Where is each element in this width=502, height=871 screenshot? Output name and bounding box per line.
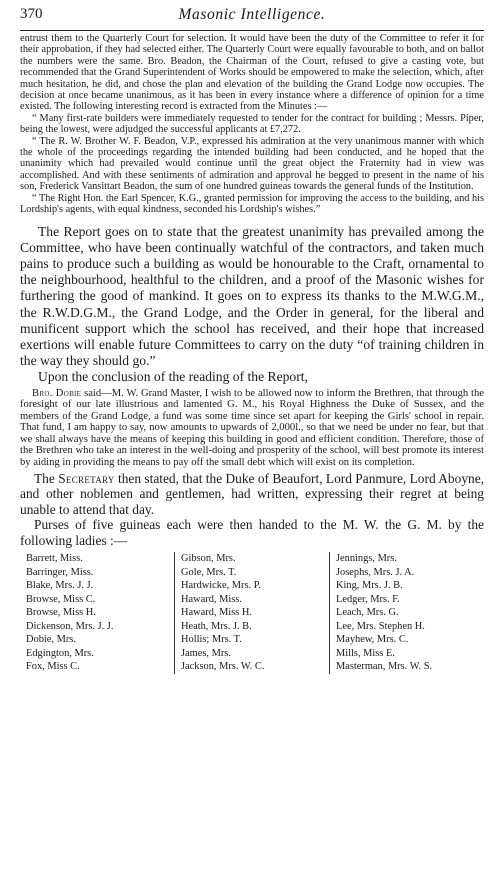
secretary-speaker: Secretary: [58, 471, 115, 487]
opening-paragraph: entrust them to the Quarterly Court for selection. It would have been the duty of the Committee to refer it for their approbation, if they had selected either. The Quarterly Court were equally favourable to both, and on ballot the numbers were the same. Bro. Beadon, the Chairman of the Court, refused to give a casting vote, but recommended that the Grand Superintendent of Works should be empowered to make the selection, which, after much hesitation, he did, and chose the plan and elevation of the building the Grand Lodge now occupies. The decision at once became unanimous, as it has been in every instance where a difference of opinion for a time existed. The following interesting record is extracted from the Minutes :—: [20, 33, 484, 113]
page-header: [20, 6, 484, 30]
lady-name: Fox, Miss C.: [26, 661, 80, 673]
lady-name: Leach, Mrs. G.: [336, 607, 399, 619]
report-block: [20, 224, 484, 386]
minutes-quote-beadon: “ The R. W. Brother W. F. Beadon, V.P., expressed his admiration at the very unanimous manner with which the whole of the proceedings regarding the intended building had been conducted, and he hoped that the unanimity which had prevailed would continue until the great object the Fraternity had in view was accomplished. And with these sentiments of admiration and approval he begged to present in the name of his son, Frederick Vansittart Beadon, the sum of one hundred guineas towards the general funds of the Institution.: [20, 135, 484, 193]
lady-name: Ledger, Mrs. F.: [336, 593, 400, 605]
lady-name: Gole, Mrs. T.: [181, 566, 237, 578]
page-number: 370: [20, 6, 43, 22]
lady-name: Josephs, Mrs. J. A.: [336, 566, 415, 578]
purses-paragraph: Purses of five guineas each were then handed to the M. W. the G. M. by the following ladies :—: [20, 517, 484, 548]
dobie-text: said—M. W. Grand Master, I wish to be allowed now to inform the Brethren, that through the foresight of our late illustrious and lamented G. M., his Royal Highness the Duke of Sussex, and the members of the Grand Lodge, a fund was some time since set apart for keeping the Girls' school in repair. That fund, I am happy to say, now amounts to upwards of 2,000l., so that we need be under no fear, but that we shall always have the means of keeping this building in good and efficient condition. Therefore, those of the Brethren who take an interest in the well-doing and prosperity of the school, will best promote its interest by aiding in providing the means to pay off the small debt which will exist on its completion.: [20, 387, 484, 468]
lady-name: Haward, Miss H.: [181, 607, 252, 619]
lady-name: Dobie, Mrs.: [26, 634, 76, 646]
lady-name: Jennings, Mrs.: [336, 553, 397, 565]
dobie-speaker: Bro. Dobie: [32, 387, 82, 399]
lady-name: Heath, Mrs. J. B.: [181, 620, 252, 632]
lady-name: Hardwicke, Mrs. P.: [181, 580, 261, 592]
lady-name: Browse, Miss C.: [26, 593, 96, 605]
lady-name: Mayhew, Mrs. C.: [336, 634, 409, 646]
minutes-quote-spencer: “ The Right Hon. the Earl Spencer, K.G., granted permission for improving the access to the building, and his Lordship's agents, with equal kindness, seconded his Lordship's wishes.”: [20, 192, 484, 216]
secretary-lead: The: [34, 471, 59, 487]
dobie-speech-block: [20, 388, 484, 469]
lady-name: Blake, Mrs. J. J.: [26, 580, 94, 592]
lady-name: Edgington, Mrs.: [26, 647, 94, 659]
running-title: Masonic Intelligence.: [178, 6, 326, 23]
secretary-block: [20, 471, 484, 548]
lady-name: King, Mrs. J. B.: [336, 580, 403, 592]
lady-name: James, Mrs.: [181, 647, 231, 659]
ladies-list: [20, 552, 484, 674]
conclusion-line: Upon the conclusion of the reading of the Report,: [38, 369, 308, 385]
ladies-column-1: [20, 552, 174, 674]
lady-name: Jackson, Mrs. W. C.: [181, 661, 265, 673]
lady-name: Browse, Miss H.: [26, 607, 96, 619]
lady-name: Lee, Mrs. Stephen H.: [336, 620, 425, 632]
report-paragraph: The Report goes on to state that the greatest unanimity has prevailed among the Committee, who have been continually watchful of the contractors, and taken much pains to produce such a building as would be honourable to the Craft, ornamental to the neighbourhood, healthful to the children, and a proof of the Masonic wishes for furthering the good of mankind. It goes on to express its thanks to the M.W.G.M., the R.W.D.G.M., the Grand Lodge, and the Order in general, for the liberal and munificent support which the school has received, and their hope that increased exertions will enable future Committees to carry on the duty “of training children in the way they should go.”: [20, 223, 484, 369]
lady-name: Masterman, Mrs. W. S.: [336, 661, 433, 673]
small-print-block: [20, 33, 484, 216]
lady-name: Hollis; Mrs. T.: [181, 634, 242, 646]
lady-name: Dickenson, Mrs. J. J.: [26, 620, 114, 632]
minutes-quote-builders: “ Many first-rate builders were immediately requested to tender for the contract for building ; Messrs. Piper, being the lowest, were adjudged the successful applicants at £7,272.: [20, 112, 484, 136]
dobie-speech: [20, 388, 484, 469]
header-rule: [20, 30, 484, 31]
secretary-text: then stated, that the Duke of Beaufort, Lord Panmure, Lord Aboyne, and other noblemen and gentlemen, had written, expressing their regret at being unable to attend that day.: [20, 471, 485, 517]
lady-name: Barrett, Miss.: [26, 553, 83, 565]
lady-name: Mills, Miss E.: [336, 647, 395, 659]
lady-name: Barringer, Miss.: [26, 566, 94, 578]
lady-name: Haward, Miss.: [181, 593, 242, 605]
ladies-column-2: [174, 552, 329, 674]
lady-name: Gibson, Mrs.: [181, 553, 236, 565]
ladies-column-3: [329, 552, 484, 674]
secretary-paragraph: [20, 471, 484, 517]
